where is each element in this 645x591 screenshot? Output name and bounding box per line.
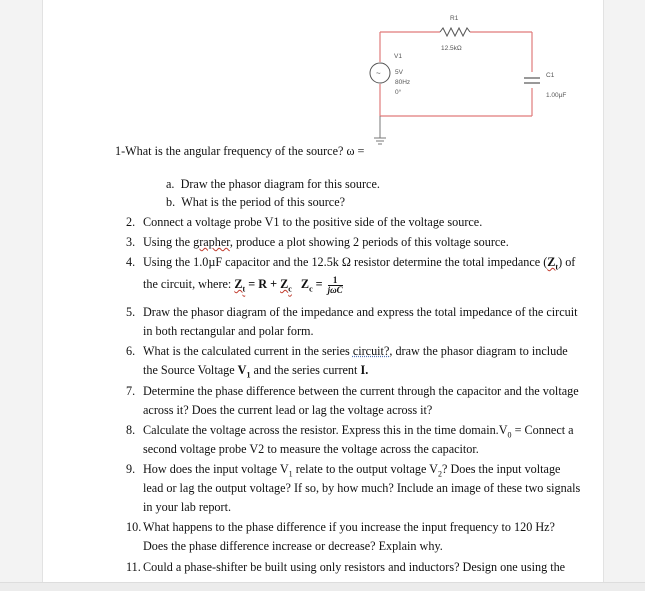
sub-item-b: b. What is the period of this source? — [166, 195, 346, 209]
ac-wave-icon: ~ — [376, 69, 381, 78]
item-4-number: 4. — [126, 255, 136, 269]
item-7-number: 7. — [126, 384, 136, 398]
item-5-number: 5. — [126, 305, 136, 319]
item-9-line-1: How does the input voltage $V_1$ relate to the output voltage $V_2$? Does the input voltage — [143, 462, 561, 479]
item-6-number: 6. — [126, 344, 136, 358]
impedance-fraction: $\frac{1}{\text{jωC}}$ — [327, 274, 343, 295]
question-1-text: 1-What is the angular frequency of the source? — [115, 144, 347, 158]
item-11-number: 11. — [126, 560, 141, 574]
item-3-text: Using the grapher, produce a plot showing 2 periods of this voltage source. — [143, 235, 509, 249]
item-6-line-1: What is the calculated current in the series circuit?, draw the phasor diagram to include — [143, 344, 568, 358]
item-10-number: 10. — [126, 520, 142, 534]
item-2-text: Connect a voltage probe V1 to the positive side of the voltage source. — [143, 215, 483, 229]
source-voltage: 5V — [395, 69, 403, 76]
item-9-line-3: in your lab report. — [143, 500, 231, 514]
item-8-line-1: Calculate the voltage across the resistor. Express this in the time $domain.V_0$ = Connect a — [143, 423, 574, 440]
item-10-line-1: What happens to the phase difference if you increase the input frequency to 120 Hz? — [143, 520, 555, 534]
omega-equals: ω = — [346, 144, 365, 158]
item-2-number: 2. — [126, 215, 136, 229]
item-3-number: 3. — [126, 235, 136, 249]
item-7-line-2: across it? Does the current lead or lag the voltage across it? — [143, 403, 433, 417]
item-10-line-2: Does the phase difference increase or decrease? Explain why. — [143, 539, 443, 553]
resistor-value: 12.5kΩ — [441, 45, 462, 52]
capacitor-name: C1 — [546, 72, 555, 79]
item-4-line-2: the circuit, where: $Z_t = R + Z_c$ $Z_c$ = $\frac{1}{\text{jωC}}$ — [143, 274, 343, 295]
source-phase: 0° — [395, 89, 402, 96]
item-6-line-2: the Source Voltage $V_1$ and the series current I. — [143, 363, 369, 380]
item-4-line-1: Using the 1.0µF capacitor and the 12.5k Ω resistor determine the total impedance $(Z_t)$ of — [143, 255, 576, 272]
item-5-line-1: Draw the phasor diagram of the impedance and express the total impedance of the circuit — [143, 305, 578, 319]
capacitor-value: 1.00µF — [546, 92, 567, 99]
item-9-line-2: lead or lag the output voltage? If so, by how much? Include an image of these two signals — [143, 481, 581, 495]
source-frequency: 80Hz — [395, 79, 411, 86]
grapher-link: grapher — [193, 235, 230, 249]
item-7-line-1: Determine the phase difference between the current through the capacitor and the voltage — [143, 384, 579, 398]
item-11-line-1: Could a phase-shifter be built using only resistors and inductors? Design one using the — [143, 560, 566, 574]
item-8-line-2: second voltage probe V2 to measure the voltage across the capacitor. — [143, 442, 479, 456]
item-9-number: 9. — [126, 462, 136, 476]
item-8-number: 8. — [126, 423, 136, 437]
source-name: V1 — [394, 53, 402, 60]
question-1 — [115, 143, 364, 159]
item-5-line-2: in both rectangular and polar form. — [143, 324, 314, 338]
sub-item-a: a. Draw the phasor diagram for this source. — [166, 177, 380, 191]
resistor-name: R1 — [450, 15, 459, 22]
